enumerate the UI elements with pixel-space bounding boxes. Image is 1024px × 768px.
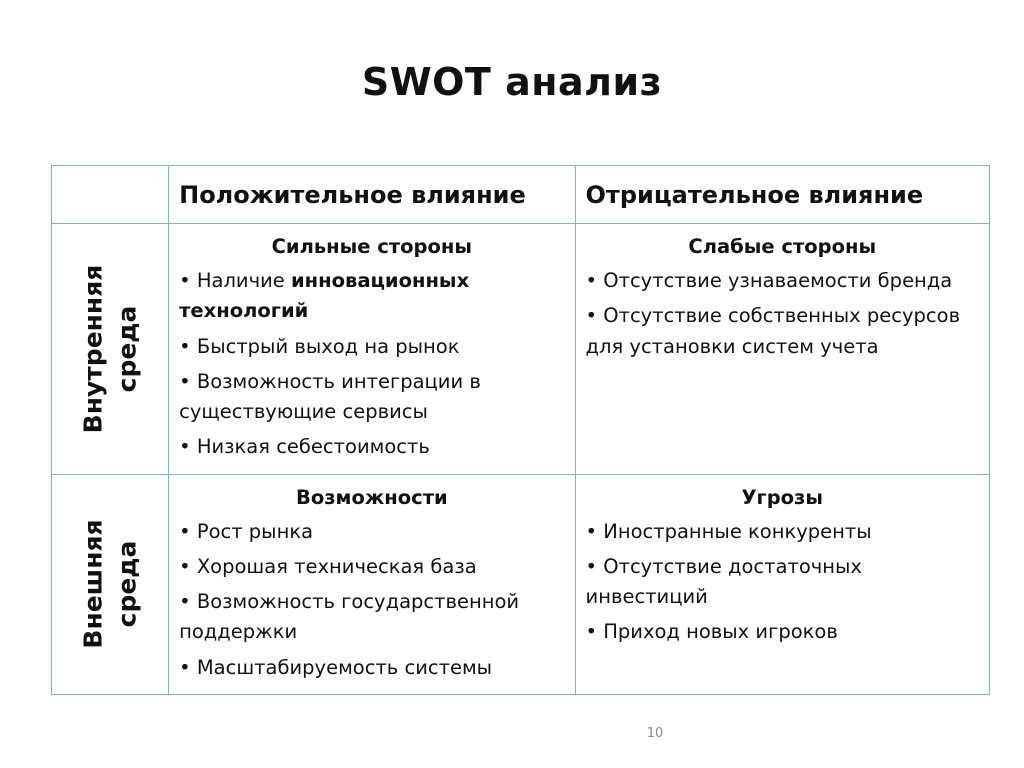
bullet-glyph: •	[179, 590, 191, 614]
bullet-glyph: •	[585, 304, 598, 328]
bullet-glyph: •	[179, 655, 191, 679]
weaknesses-cell	[575, 224, 989, 475]
threats-list	[586, 517, 979, 648]
corner-cell	[52, 166, 169, 224]
external-environment-row	[52, 474, 990, 694]
weaknesses-list	[586, 266, 979, 362]
bullet-glyph: •	[585, 269, 598, 293]
strengths-cell	[169, 224, 575, 475]
list-item	[179, 266, 564, 326]
threat-item: Иностранные конкуренты	[603, 519, 872, 543]
page-number: 10	[646, 726, 664, 741]
row-header-internal	[52, 224, 169, 475]
weakness-item: Отсутствие узнаваемости бренда	[603, 269, 953, 293]
list-item	[586, 266, 979, 296]
strengths-title: Сильные стороны	[271, 235, 473, 258]
bullet-glyph: •	[179, 519, 191, 543]
list-item	[179, 653, 564, 683]
list-item	[586, 617, 979, 647]
slide-title: SWOT анализ	[361, 60, 663, 104]
opportunity-item: Рост рынка	[196, 519, 314, 543]
bullet-glyph: •	[179, 269, 191, 293]
list-item	[179, 587, 564, 647]
bullet-glyph: •	[179, 369, 191, 393]
strength-item: Быстрый выход на рынок	[196, 334, 460, 358]
bullet-glyph: •	[585, 554, 598, 578]
bullet-glyph: •	[179, 554, 191, 578]
threat-item: Приход новых игроков	[603, 620, 838, 644]
bullet-glyph: •	[179, 435, 191, 459]
bullet-glyph: •	[585, 519, 598, 543]
strength-item-bold: инновационных технологий	[179, 269, 470, 323]
opportunities-cell	[169, 474, 575, 694]
row-header-external-line1: Внешняя	[78, 519, 108, 649]
threats-title: Угрозы	[741, 485, 824, 509]
internal-environment-row	[52, 224, 990, 475]
list-item	[586, 517, 979, 547]
list-item	[179, 332, 564, 362]
threats-cell	[575, 474, 989, 694]
strength-item: Низкая себестоимость	[196, 435, 430, 459]
list-item	[586, 301, 979, 361]
row-header-external-line2: среда	[112, 540, 142, 628]
row-header-external	[52, 474, 169, 694]
table-header-row	[52, 166, 990, 224]
bullet-glyph: •	[585, 620, 598, 644]
list-item	[179, 517, 564, 547]
opportunity-item: Масштабируемость системы	[196, 655, 493, 679]
opportunities-list	[179, 517, 564, 683]
swot-table	[51, 165, 990, 695]
strength-item-prefix: Наличие	[196, 269, 291, 293]
list-item	[179, 367, 564, 427]
bullet-glyph: •	[179, 334, 191, 358]
weaknesses-title: Слабые стороны	[688, 235, 877, 258]
row-header-internal-line1: Внутренняя	[78, 264, 108, 434]
opportunity-item: Возможность государственной поддержки	[179, 590, 520, 644]
row-header-internal-line2: среда	[112, 305, 142, 393]
list-item	[586, 552, 979, 612]
opportunity-item: Хорошая техническая база	[196, 554, 477, 578]
threat-item: Отсутствие достаточных инвестиций	[585, 554, 862, 609]
weakness-item: Отсутствие собственных ресурсов для установки систем учета	[585, 304, 961, 358]
list-item	[179, 432, 564, 462]
list-item	[179, 552, 564, 582]
column-header-positive: Положительное влияние	[169, 166, 575, 224]
strengths-list	[179, 266, 564, 462]
column-header-negative: Отрицательное влияние	[575, 166, 989, 224]
opportunities-title: Возможности	[295, 485, 448, 509]
strength-item: Возможность интеграции в существующие сервисы	[179, 369, 481, 424]
